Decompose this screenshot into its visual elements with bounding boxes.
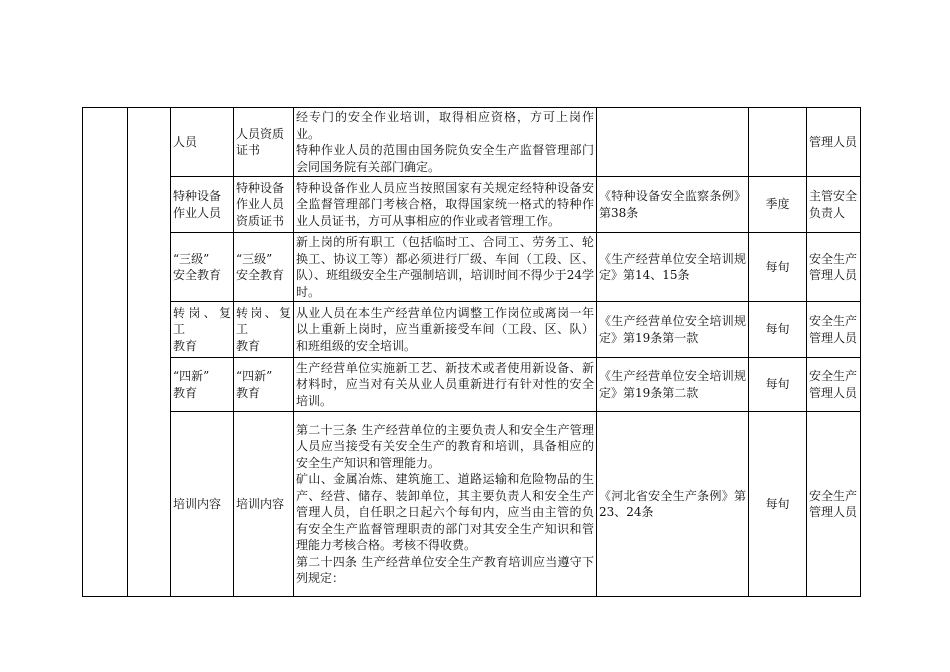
basis-cell: 《生产经营单位安全培训规定》第14、15条 [597,233,749,302]
table-row [83,108,861,177]
basis-cell [597,108,749,177]
category-cell: 特种设备 作业人员 资质证书 [234,177,294,233]
blank-cell [83,108,128,597]
category-cell: “四新” 教育 [234,358,294,412]
basis-cell: 《生产经营单位安全培训规定》第19条第一款 [597,302,749,358]
frequency-cell: 季度 [749,177,807,233]
frequency-cell: 每旬 [749,233,807,302]
responsible-cell: 安全生产 管理人员 [807,412,861,597]
blank-cell [128,108,171,597]
table-row [83,412,861,597]
category-cell: 培训内容 [234,412,294,597]
table-row [83,302,861,358]
category-cell: 人员资质 证书 [234,108,294,177]
responsible-cell: 主管安全 负责人 [807,177,861,233]
basis-cell: 《特种设备安全监察条例》第38条 [597,177,749,233]
content-cell: 第二十三条 生产经营单位的主要负责人和安全生产管理人员应当接受有关安全生产的教育和培训，具备相应的安全生产知识和管理能力。 矿山、金属冶炼、建筑施工、道路运输和危险物品的生产、经营、储存、装卸单位，其主要负责人和安全生产管理人员，自任职之日起六个每旬内，应当由主管的负有安全生产监督管理职责的部门对其安全生产知识和管理能力考核合格。考核不得收费。 第二十四条 生产经营单位安全生产教育培训应当遵守下列规定： [294,412,597,597]
item-cell: “三级” 安全教育 [171,233,234,302]
table-row [83,177,861,233]
table-row [83,358,861,412]
item-cell: “四新” 教育 [171,358,234,412]
item-cell: 培训内容 [171,412,234,597]
item-cell: 人员 [171,108,234,177]
frequency-cell: 每旬 [749,412,807,597]
basis-cell: 《生产经营单位安全培训规定》第19条第二款 [597,358,749,412]
frequency-cell [749,108,807,177]
item-cell: 转岗、复工 教育 [171,302,234,358]
item-cell: 特种设备 作业人员 [171,177,234,233]
category-cell: 转岗、复工 教育 [234,302,294,358]
category-cell: “三级” 安全教育 [234,233,294,302]
frequency-cell: 每旬 [749,358,807,412]
responsible-cell: 安全生产 管理人员 [807,302,861,358]
content-cell: 经专门的安全作业培训，取得相应资格，方可上岗作业。 特种作业人员的范围由国务院负安全生产监督管理部门会同国务院有关部门确定。 [294,108,597,177]
responsible-cell: 管理人员 [807,108,861,177]
content-cell: 新上岗的所有职工（包括临时工、合同工、劳务工、轮换工、协议工等）都必须进行厂级、车间（工段、区、队）、班组级安全生产强制培训，培训时间不得少于24学时。 [294,233,597,302]
basis-cell: 《河北省安全生产条例》第23、24条 [597,412,749,597]
content-cell: 特种设备作业人员应当按照国家有关规定经特种设备安全监督管理部门考核合格，取得国家统一格式的特种作业人员证书，方可从事相应的作业或者管理工作。 [294,177,597,233]
content-cell: 从业人员在本生产经营单位内调整工作岗位或离岗一年以上重新上岗时，应当重新接受车间（工段、区、队）和班组级的安全培训。 [294,302,597,358]
responsible-cell: 安全生产 管理人员 [807,233,861,302]
frequency-cell: 每旬 [749,302,807,358]
content-cell: 生产经营单位实施新工艺、新技术或者使用新设备、新材料时，应当对有关从业人员重新进行有针对性的安全培训。 [294,358,597,412]
training-regulation-table [82,107,861,597]
table-row [83,233,861,302]
responsible-cell: 安全生产 管理人员 [807,358,861,412]
